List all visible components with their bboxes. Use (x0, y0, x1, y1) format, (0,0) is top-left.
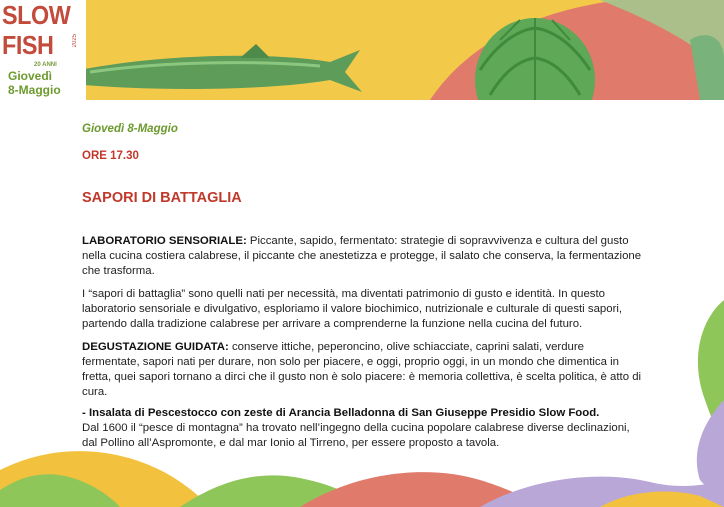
event-time: ORE 17.30 (82, 150, 139, 162)
logo-day: Giovedì (8, 69, 53, 83)
bottom-lilac-shape (480, 477, 724, 507)
event-title: SAPORI DI BATTAGLIA (82, 190, 242, 206)
intro-text: I “sapori di battaglia” sono quelli nati per necessità, ma diventati patrimonio di gusto e identità. In questo laboratorio sensoriale e divulgativo, esploriamo il valore biochimico, nutrizionale e culturale di questi sapori, partendo dalla tradizione calabrese per arrivare a comprenderne la funzione nella cucina del futuro. (82, 288, 623, 330)
logo-date: 8-Maggio (8, 83, 61, 97)
right-green-shape (698, 300, 724, 440)
slow-fish-logo (0, 0, 86, 100)
dish-paragraph (82, 406, 642, 451)
dish-text: Dal 1600 il “pesce di montagna” ha trovato nell’ingegno della cucina popolare calabrese diverse declinazioni, dal Pollino all’Aspromonte, e dal mar Ionio al Tirreno, per essere proposto a tavola. (82, 422, 630, 449)
logo-year: 2025 (72, 34, 78, 48)
intro-paragraph (82, 287, 642, 332)
event-date: Giovedì 8-Maggio (82, 123, 178, 135)
right-lilac-shape (697, 400, 724, 507)
logo-slow-text: SLOW (2, 0, 71, 30)
bottom-yellow-shape (0, 451, 210, 507)
header-banner (0, 0, 724, 100)
lab-label: LABORATORIO SENSORIALE: (82, 235, 247, 247)
logo-fish-text: FISH (2, 30, 54, 60)
tasting-paragraph (82, 340, 642, 400)
bottom-salmon-shape (300, 472, 540, 507)
dish-label: - Insalata di Pescestocco con zeste di Arancia Belladonna di San Giuseppe Presidio Slow Food. (82, 407, 600, 419)
header-illustration (0, 0, 724, 100)
lab-text: Piccante, sapido, fermentato: strategie di sopravvivenza e cultura del gusto nella cucina costiera calabrese, il piccante che anestetizza e protegge, il salato che conserva, la fermentazione che trasforma. (82, 235, 642, 277)
tasting-text: conserve ittiche, peperoncino, olive schiacciate, caprini salati, verdure fermentate, sapori nati per durare, non solo per piacere, e oggi, proprio oggi, in un mondo che dimentica in fretta, quei sapori tornano a dirci che il gusto non è solo piacere: è memoria collettiva, è scelta politica, è atto di cura. (82, 341, 642, 398)
bottom-green-shape (180, 475, 370, 507)
logo-anniversary: 20 ANNI (34, 62, 57, 68)
lab-paragraph (82, 234, 642, 279)
tasting-label: DEGUSTAZIONE GUIDATA: (82, 341, 229, 353)
